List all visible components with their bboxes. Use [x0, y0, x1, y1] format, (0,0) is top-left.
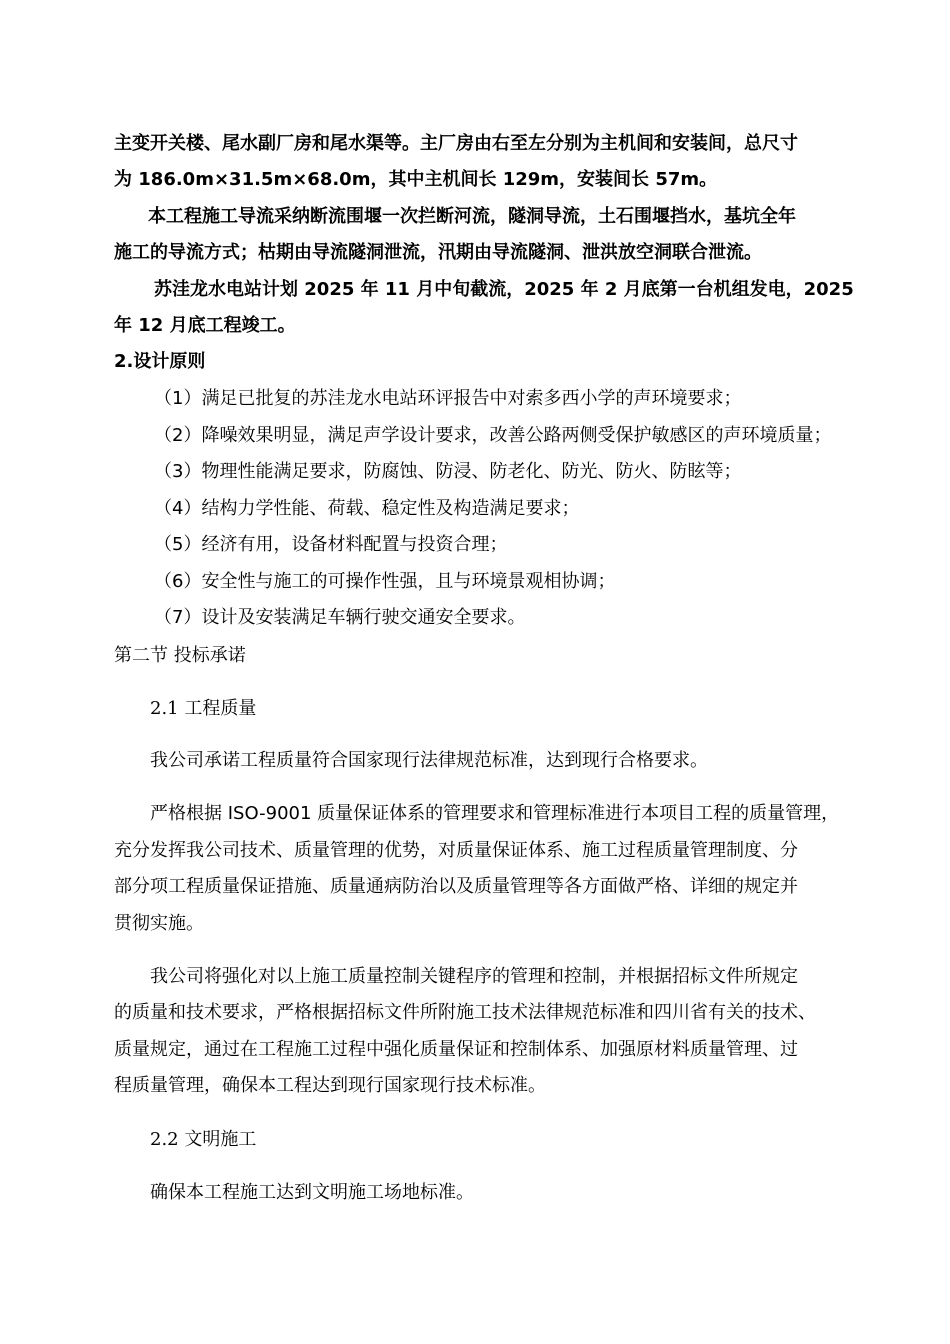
para2-line2: 施工的导流方式；枯期由导流隧洞泄流，汛期由导流隧洞、泄洪放空洞联合泄流。 — [114, 242, 762, 263]
quality-para3-line1: 我公司将强化对以上施工质量控制关键程序的管理和控制，并根据招标文件所规定 — [150, 966, 798, 987]
civilized-construction-text: 确保本工程施工达到文明施工场地标准。 — [150, 1182, 474, 1203]
quality-para2-line2: 充分发挥我公司技术、质量管理的优势，对质量保证体系、施工过程质量管理制度、分 — [114, 840, 798, 861]
quality-para3-line3: 质量规定，通过在工程施工过程中强化质量保证和控制体系、加强原材料质量管理、过 — [114, 1039, 798, 1060]
principle-item-5: （5）经济有用，设备材料配置与投资合理； — [154, 534, 508, 555]
quality-para3-line4: 程质量管理，确保本工程达到现行国家现行技术标准。 — [114, 1075, 546, 1096]
principle-item-2: （2）降噪效果明显，满足声学设计要求，改善公路两侧受保护敏感区的声环境质量； — [154, 425, 832, 446]
principle-item-7: （7）设计及安装满足车辆行驶交通安全要求。 — [154, 607, 526, 628]
para1-line1: 主变开关楼、尾水副厂房和尾水渠等。主厂房由右至左分别为主机间和安装间，总尺寸 — [114, 133, 798, 154]
para2-line1: 本工程施工导流采纳断流围堰一次拦断河流，隧洞导流，土石围堰挡水，基坑全年 — [148, 206, 796, 227]
para3-line1: 苏洼龙水电站计划 2025 年 11 月中旬截流，2025 年 2 月底第一台机组发电，2025 — [154, 279, 854, 300]
subheading-civilized-construction: 2.2 文明施工 — [150, 1129, 257, 1150]
principle-item-3: （3）物理性能满足要求，防腐蚀、防浸、防老化、防光、防火、防眩等； — [154, 461, 742, 482]
principle-item-6: （6）安全性与施工的可操作性强，且与环境景观相协调； — [154, 571, 616, 592]
quality-para2-line1: 严格根据 ISO-9001 质量保证体系的管理要求和管理标准进行本项目工程的质量管理， — [150, 803, 840, 824]
subheading-quality: 2.1 工程质量 — [150, 698, 257, 719]
quality-para2-line3: 部分项工程质量保证措施、质量通病防治以及质量管理等各方面做严格、详细的规定并 — [114, 876, 798, 897]
quality-commitment-text: 我公司承诺工程质量符合国家现行法律规范标准，达到现行合格要求。 — [150, 750, 708, 771]
para3-line2: 年 12 月底工程竣工。 — [114, 315, 296, 336]
principle-item-4: （4）结构力学性能、荷载、稳定性及构造满足要求； — [154, 498, 580, 519]
quality-para3-line2: 的质量和技术要求，严格根据招标文件所附施工技术法律规范标准和四川省有关的技术、 — [114, 1002, 816, 1023]
para1-line2: 为 186.0m×31.5m×68.0m，其中主机间长 129m，安装间长 57m。 — [114, 169, 718, 190]
principle-item-1: （1）满足已批复的苏洼龙水电站环评报告中对索多西小学的声环境要求； — [154, 388, 742, 409]
section-heading-design-principles: 2.设计原则 — [114, 351, 206, 372]
quality-para2-line4: 贯彻实施。 — [114, 913, 204, 934]
section-heading-bid-commitment: 第二节 投标承诺 — [114, 645, 246, 666]
